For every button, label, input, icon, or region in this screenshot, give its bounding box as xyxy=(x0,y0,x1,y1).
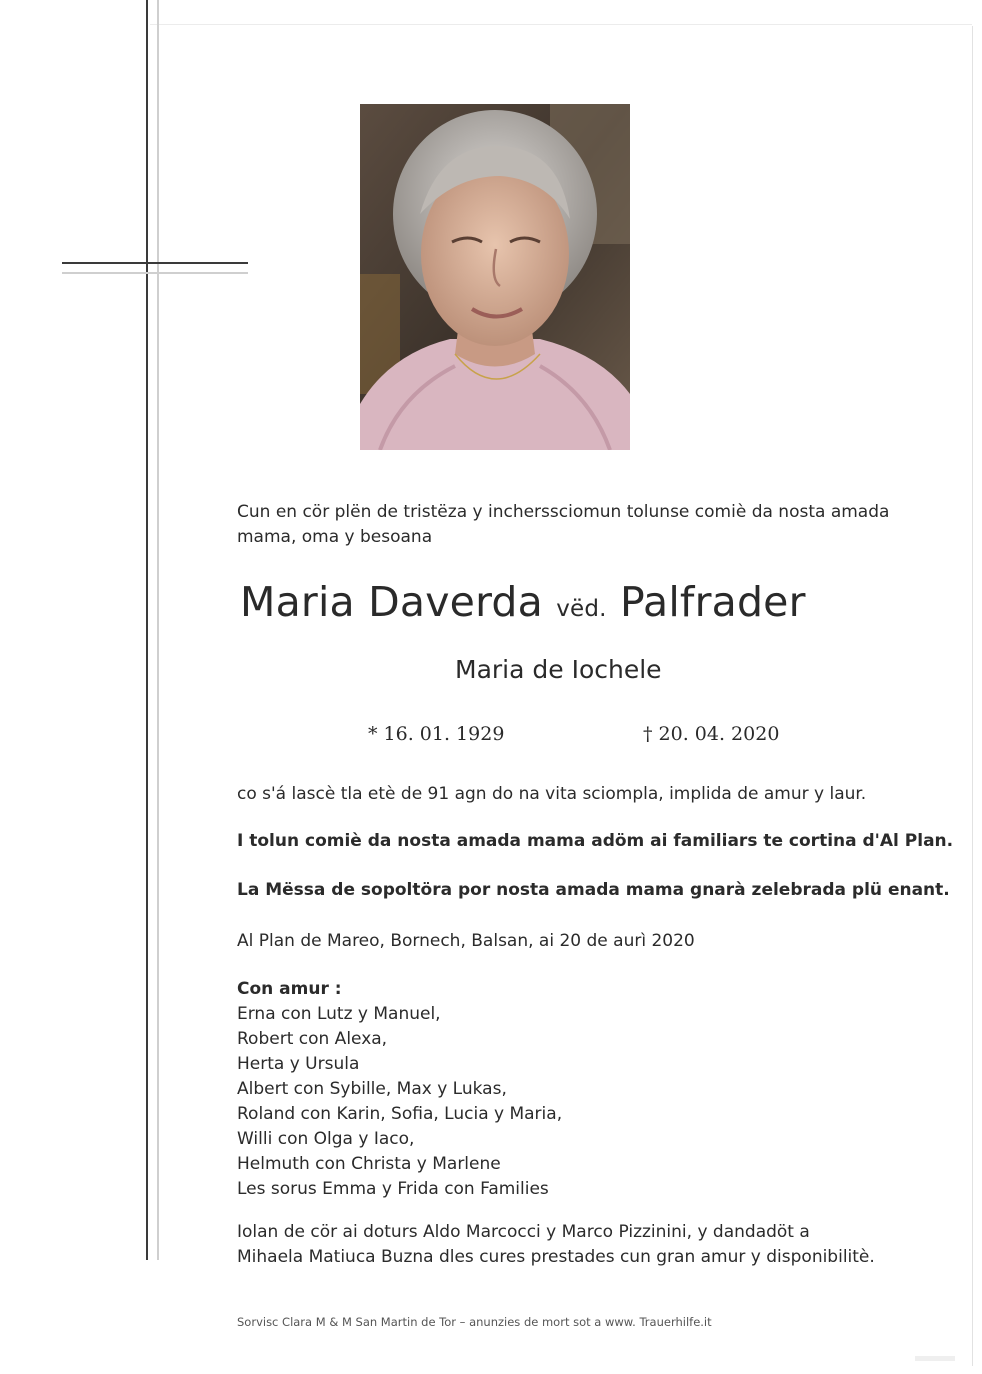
mourners-list xyxy=(237,977,562,1202)
intro-line: mama, oma y besoana xyxy=(237,527,433,547)
married-name: Palfrader xyxy=(619,578,806,626)
thanks-line: Mihaela Matiuca Buzna dles cures prestades cun gran amur y disponibilitè. xyxy=(237,1247,875,1267)
portrait-photo xyxy=(360,104,630,450)
list-item: Les sorus Emma y Frida con Families xyxy=(237,1179,549,1199)
birth-date: * 16. 01. 1929 xyxy=(368,723,505,745)
intro-line: Cun en cör plën de tristëza y incherssciomun tolunse comiè da nosta amada xyxy=(237,502,890,522)
cross-horizontal-dark xyxy=(62,262,248,264)
thanks-line: Iolan de cör ai doturs Aldo Marcocci y Marco Pizzinini, y dandadöt a xyxy=(237,1222,810,1242)
mass-notice: La Mëssa de sopoltöra por nosta amada mama gnarà zelebrada plü enant. xyxy=(237,880,950,900)
page-edge-top xyxy=(150,24,972,25)
age-line: co s'á lascè tla etè de 91 agn do na vita sciompla, implida de amur y laur. xyxy=(237,784,867,804)
list-item: Albert con Sybille, Max y Lukas, xyxy=(237,1079,507,1099)
wake-notice: I tolun comiè da nosta amada mama adöm ai familiars te cortina d'Al Plan. xyxy=(237,831,954,851)
list-item: Herta y Ursula xyxy=(237,1054,360,1074)
cross-horizontal-light xyxy=(62,272,248,274)
list-item: Willi con Olga y Iaco, xyxy=(237,1129,415,1149)
mourners-heading: Con amur : xyxy=(237,979,342,999)
list-item: Robert con Alexa, xyxy=(237,1029,388,1049)
cross-vertical-dark xyxy=(146,0,148,1260)
intro-text xyxy=(237,500,889,550)
deceased-name xyxy=(240,576,890,635)
thanks-text xyxy=(237,1220,875,1270)
cross-vertical-light xyxy=(157,0,159,1260)
list-item: Helmuth con Christa y Marlene xyxy=(237,1154,501,1174)
footer-credit: Sorvisc Clara M & M San Martin de Tor – anunzies de mort sot a www. Trauerhilfe.it xyxy=(237,1315,712,1329)
page-edge-right xyxy=(972,26,973,1366)
portrait-illustration xyxy=(360,104,630,450)
list-item: Erna con Lutz y Manuel, xyxy=(237,1004,441,1024)
death-date: † 20. 04. 2020 xyxy=(643,723,780,745)
nickname: Maria de Iochele xyxy=(455,655,662,684)
print-mark xyxy=(915,1356,955,1361)
place-date: Al Plan de Mareo, Bornech, Balsan, ai 20 de aurì 2020 xyxy=(237,931,695,951)
birth-name: Maria Daverda xyxy=(240,578,543,626)
list-item: Roland con Karin, Sofia, Lucia y Maria, xyxy=(237,1104,563,1124)
widow-abbrev: vëd. xyxy=(556,596,607,622)
